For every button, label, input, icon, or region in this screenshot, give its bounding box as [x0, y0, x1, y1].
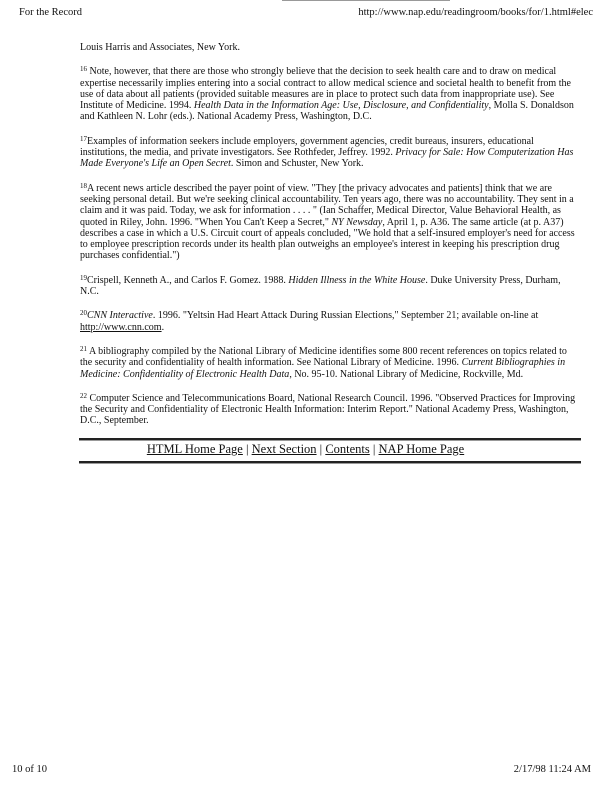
- footnote-number: 16: [80, 65, 87, 74]
- footnote-text: . Simon and Schuster, New York.: [230, 158, 364, 170]
- page-header-url: http://www.nap.edu/readingroom/books/for/1.html#elec: [358, 7, 593, 18]
- footnote-text: .: [161, 321, 165, 333]
- footnote-number: 21: [80, 344, 87, 353]
- nap-home-link[interactable]: NAP Home Page: [378, 442, 465, 456]
- footnote-number: 17: [80, 134, 87, 143]
- footnote-text: . Duke University Press, Durham, N.C.: [80, 274, 561, 298]
- footnotes: [80, 42, 578, 440]
- footnote-text: Crispell, Kenneth A., and Carlos F. Gomez. 1988.: [87, 274, 289, 286]
- footnote-number: 20: [80, 309, 87, 318]
- footnote-text: , April 1, p. A36. The same article (at p. A37) describes a case in which a U.S. Circuit court of appeals concluded, "We hold that a self-insured employer's need for access to employee prescription records under its health plan outweighs an employee's interest in keeping his prescription drug purchases confidential."): [80, 216, 575, 262]
- footnote-title: Privacy for Sale: How Computerization Has Made Everyone's Life an Open Secret: [80, 147, 574, 170]
- footnote-text: Note, however, that there are those who strongly believe that the decision to seek health care and to draw on medical expertise necessarily implies entering into a social contract to allow medical science and societal health to benefit from the use of data about all patients (provided suitable measures are in place to protect such data from inappropriate use). See Institute of Medicine. 1994.: [80, 66, 571, 112]
- print-timestamp: 2/17/98 11:24 AM: [513, 764, 591, 775]
- footnote-title: Health Data in the Information Age: Use, Disclosure, and Confidentiality: [193, 100, 489, 112]
- footnote-text: , Molla S. Donaldson and Kathleen N. Lohr (eds.). National Academy Press, Washington, D.C.: [80, 100, 574, 123]
- footnote-number: 22: [80, 391, 87, 400]
- footnote-text: A bibliography compiled by the National Library of Medicine identifies some 800 recent references on topics related to the security and confidentiality of health information. See National Library of Medicine. 1996.: [80, 345, 567, 369]
- footnote: [80, 66, 578, 122]
- bottom-navigation: [0, 442, 611, 457]
- footnote-number: 18: [80, 181, 87, 190]
- footnote: [80, 136, 578, 170]
- footnote-title: NY Newsday: [331, 216, 383, 228]
- footnote-title: Hidden Illness in the White House: [288, 274, 426, 286]
- footnote: [80, 183, 578, 262]
- footnote-text: Louis Harris and Associates, New York.: [80, 42, 240, 53]
- footnote: [80, 275, 578, 298]
- footnote-text: Examples of information seekers include employers, government agencies, credit bureaus, insurers, educational institutions, the media, and private investigators. See Rothfeder, Jeffrey. 1992.: [80, 135, 534, 159]
- footnote: [80, 42, 578, 53]
- nav-divider-bottom: [79, 461, 581, 464]
- nav-divider-top: [79, 438, 581, 441]
- cnn-link[interactable]: http://www.cnn.com: [80, 321, 162, 333]
- page-count: 10 of 10: [12, 764, 47, 775]
- footnote: [80, 310, 578, 333]
- nav-separator: |: [242, 442, 252, 456]
- footnote-title: CNN Interactive: [87, 310, 153, 322]
- footnote-text: . 1996. "Yeltsin Had Heart Attack During Russian Elections," September 21; available on-line at: [152, 310, 539, 322]
- footnote-title: Current Bibliographies in Medicine: Confidentiality of Electronic Health Data: [80, 357, 566, 380]
- nav-separator: |: [316, 442, 326, 456]
- contents-link[interactable]: Contents: [325, 442, 370, 456]
- top-divider: [282, 0, 450, 1]
- next-section-link[interactable]: Next Section: [251, 442, 317, 456]
- footnote-number: 19: [80, 273, 87, 282]
- footnote-text: A recent news article described the payer point of view. "They [the privacy advocates and patients] think that we are seeking personal detail. But we're seeking clinical accountability. Ten years ago, there was no accountability. They sent in a claim and it was paid. Today, we ask for information . . . . " (Ian Schaffer, Medical Director, Value Behavioral Health, as quoted in Riley, John. 1996. "When You Can't Keep a Secret,": [80, 182, 574, 228]
- footnote-text: , No. 95-10. National Library of Medicine, Rockville, Md.: [289, 368, 524, 380]
- footnote: [80, 346, 578, 380]
- footnote-text: Computer Science and Telecommunications Board, National Research Council. 1996. "Observed Practices for Improving the Security and Confidentiality of Electronic Health Information: Interim Report." National Academy Press, Washington, D.C., September.: [80, 392, 576, 427]
- html-home-link[interactable]: HTML Home Page: [146, 442, 243, 456]
- page-header-title: For the Record: [19, 7, 82, 18]
- nav-separator: |: [369, 442, 379, 456]
- footnote: [80, 393, 578, 427]
